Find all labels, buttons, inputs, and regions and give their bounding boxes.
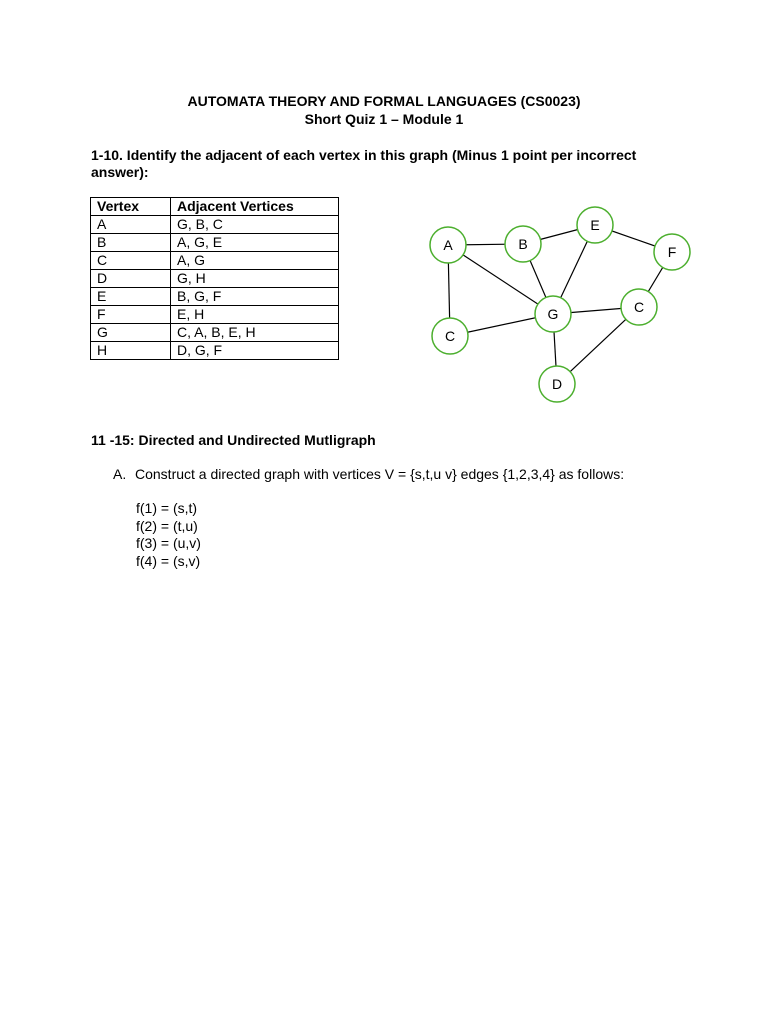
vertex-column-header: Vertex bbox=[91, 198, 171, 216]
graph-node-label: C bbox=[444, 328, 456, 344]
graph-node-label: E bbox=[590, 217, 600, 233]
graph-node-label: D bbox=[551, 376, 563, 392]
document-title: AUTOMATA THEORY AND FORMAL LANGUAGES (CS0023) bbox=[187, 93, 581, 109]
function-line: f(1) = (s,t) bbox=[136, 500, 198, 516]
graph-node-e bbox=[577, 207, 613, 243]
graph-node-c1 bbox=[432, 318, 468, 354]
adjacent-cell: A, G bbox=[171, 252, 339, 270]
graph-node-c2 bbox=[621, 289, 657, 325]
vertex-cell: A bbox=[91, 216, 171, 234]
table-row bbox=[91, 234, 339, 252]
table-row bbox=[91, 306, 339, 324]
graph-node-label: B bbox=[518, 236, 528, 252]
graph-node-label: F bbox=[667, 244, 677, 260]
vertex-cell: C bbox=[91, 252, 171, 270]
graph-node-label: G bbox=[547, 306, 559, 322]
adjacent-column-header: Adjacent Vertices bbox=[171, 198, 339, 216]
adjacent-cell: D, G, F bbox=[171, 342, 339, 360]
graph-node-g bbox=[535, 296, 571, 332]
table-row bbox=[91, 288, 339, 306]
question2-heading: 11 -15: Directed and Undirected Mutligraph bbox=[91, 432, 376, 448]
item-text: Construct a directed graph with vertices V = {s,t,u v} edges {1,2,3,4} as follows: bbox=[135, 466, 625, 482]
adjacent-cell: E, H bbox=[171, 306, 339, 324]
vertex-cell: F bbox=[91, 306, 171, 324]
graph-node-f bbox=[654, 234, 690, 270]
document-subtitle: Short Quiz 1 – Module 1 bbox=[304, 111, 464, 127]
graph-diagram bbox=[420, 200, 710, 410]
graph-node-label: C bbox=[633, 299, 645, 315]
vertex-cell: D bbox=[91, 270, 171, 288]
item-letter: A. bbox=[113, 466, 127, 482]
function-line: f(3) = (u,v) bbox=[136, 535, 201, 551]
adjacent-cell: G, H bbox=[171, 270, 339, 288]
adjacent-cell: B, G, F bbox=[171, 288, 339, 306]
table-row bbox=[91, 252, 339, 270]
vertex-cell: H bbox=[91, 342, 171, 360]
graph-node-a bbox=[430, 227, 466, 263]
question2-item-a bbox=[113, 466, 624, 483]
function-line: f(4) = (s,v) bbox=[136, 552, 201, 569]
table-row bbox=[91, 270, 339, 288]
vertex-cell: E bbox=[91, 288, 171, 306]
table-row bbox=[91, 216, 339, 234]
table-header-row bbox=[91, 198, 339, 216]
vertex-cell: B bbox=[91, 234, 171, 252]
question1-heading bbox=[91, 147, 691, 181]
adjacent-cell: A, G, E bbox=[171, 234, 339, 252]
function-list bbox=[136, 500, 201, 570]
adjacent-cell: C, A, B, E, H bbox=[171, 324, 339, 342]
adjacency-table bbox=[90, 197, 339, 360]
question1-heading-line2: answer): bbox=[91, 164, 149, 180]
table-row bbox=[91, 324, 339, 342]
graph-node-d bbox=[539, 366, 575, 402]
graph-node-b bbox=[505, 226, 541, 262]
question1-heading-line1: 1-10. Identify the adjacent of each vertex in this graph (Minus 1 point per incorrect bbox=[91, 147, 637, 163]
table-row bbox=[91, 342, 339, 360]
graph-node-label: A bbox=[443, 237, 453, 253]
adjacent-cell: G, B, C bbox=[171, 216, 339, 234]
function-line: f(2) = (t,u) bbox=[136, 517, 198, 534]
vertex-cell: G bbox=[91, 324, 171, 342]
